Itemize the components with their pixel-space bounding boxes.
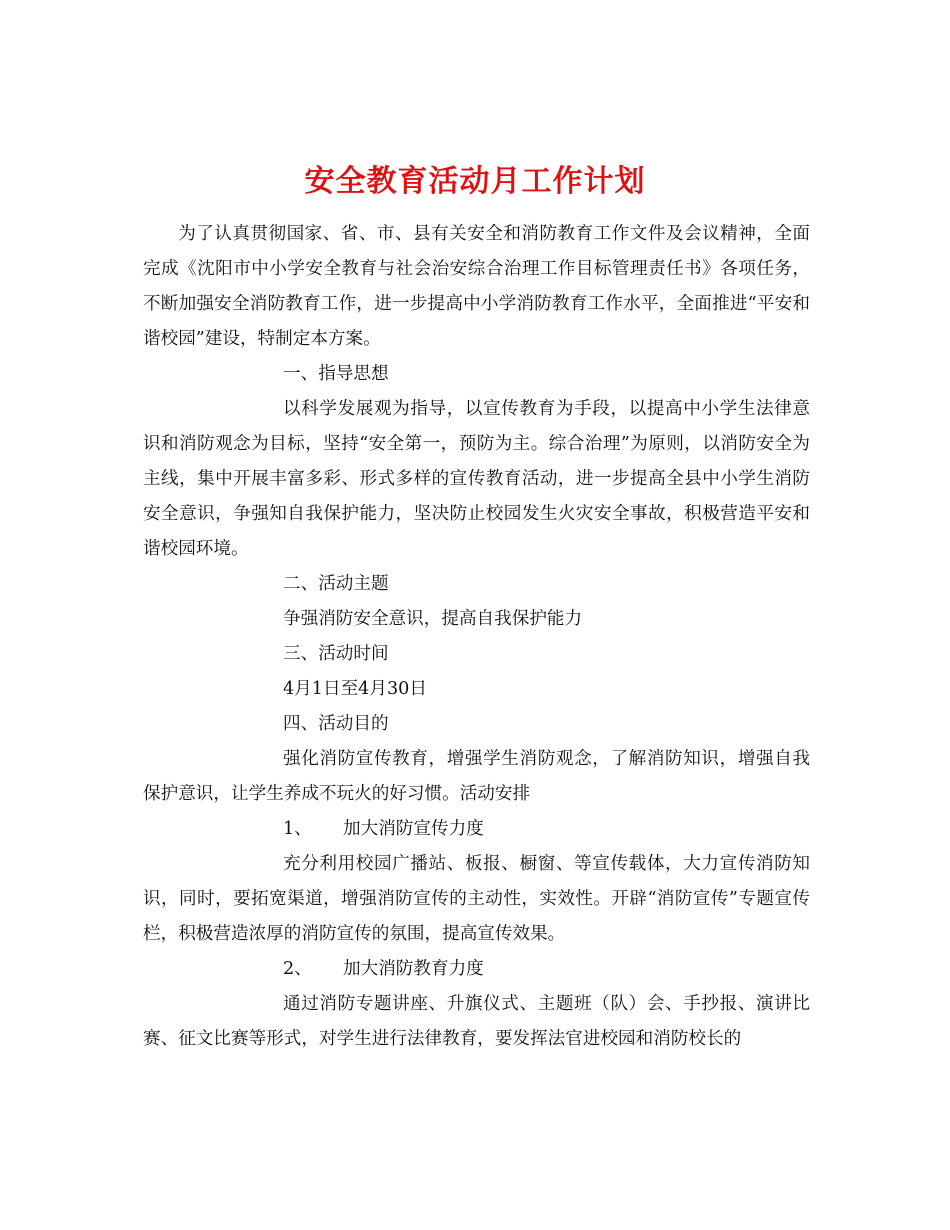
item-heading-1	[143, 812, 810, 847]
document-body	[143, 217, 810, 1057]
section-heading-3: 三、活动时间	[283, 644, 389, 664]
section-text-3: 4月1日至4月30日	[283, 679, 427, 699]
item-heading-label-2: 加大消防教育力度	[343, 959, 484, 979]
item-heading-2	[143, 952, 810, 987]
section-text-1: 以科学发展观为指导，以宣传教育为手段，以提高中小学生法律意识和消防观念为目标，坚持“安全第一，预防为主。综合治理”为原则，以消防安全为主线，集中开展丰富多彩、形式多样的宣传教育活动，进一步提高全县中小学生消防安全意识，争强知自我保护能力，坚决防止校园发生火灾安全事故，积极营造平安和谐校园环境。	[143, 399, 810, 559]
intro-paragraph: 为了认真贯彻国家、省、市、县有关安全和消防教育工作文件及会议精神，全面完成《沈阳市中小学安全教育与社会治安综合治理工作目标管理责任书》各项任务，不断加强安全消防教育工作，进一步提高中小学消防教育工作水平，全面推进“平安和谐校园”建设，特制定本方案。	[143, 224, 810, 349]
item-text-1: 充分利用校园广播站、板报、橱窗、等宣传载体，大力宣传消防知识，同时，要拓宽渠道，增强消防宣传的主动性，实效性。开辟“消防宣传”专题宣传栏，积极营造浓厚的消防宣传的氛围，提高宣传效果。	[143, 854, 810, 944]
item-text-2: 通过消防专题讲座、升旗仪式、主题班（队）会、手抄报、演讲比赛、征文比赛等形式，对学生进行法律教育，要发挥法官进校园和消防校长的	[143, 994, 810, 1049]
section-heading-1: 一、指导思想	[283, 364, 389, 384]
section-text-2: 争强消防安全意识，提高自我保护能力	[283, 609, 583, 629]
item-heading-label-1: 加大消防宣传力度	[343, 819, 484, 839]
item-number-1: 1、	[283, 819, 312, 839]
document-title: 安全教育活动月工作计划	[304, 164, 646, 200]
item-number-2: 2、	[283, 959, 312, 979]
section-text-4: 强化消防宣传教育，增强学生消防观念，了解消防知识，增强自我保护意识，让学生养成不玩火的好习惯。活动安排	[143, 749, 810, 804]
section-heading-4: 四、活动目的	[283, 714, 389, 734]
section-heading-2: 二、活动主题	[283, 574, 389, 594]
